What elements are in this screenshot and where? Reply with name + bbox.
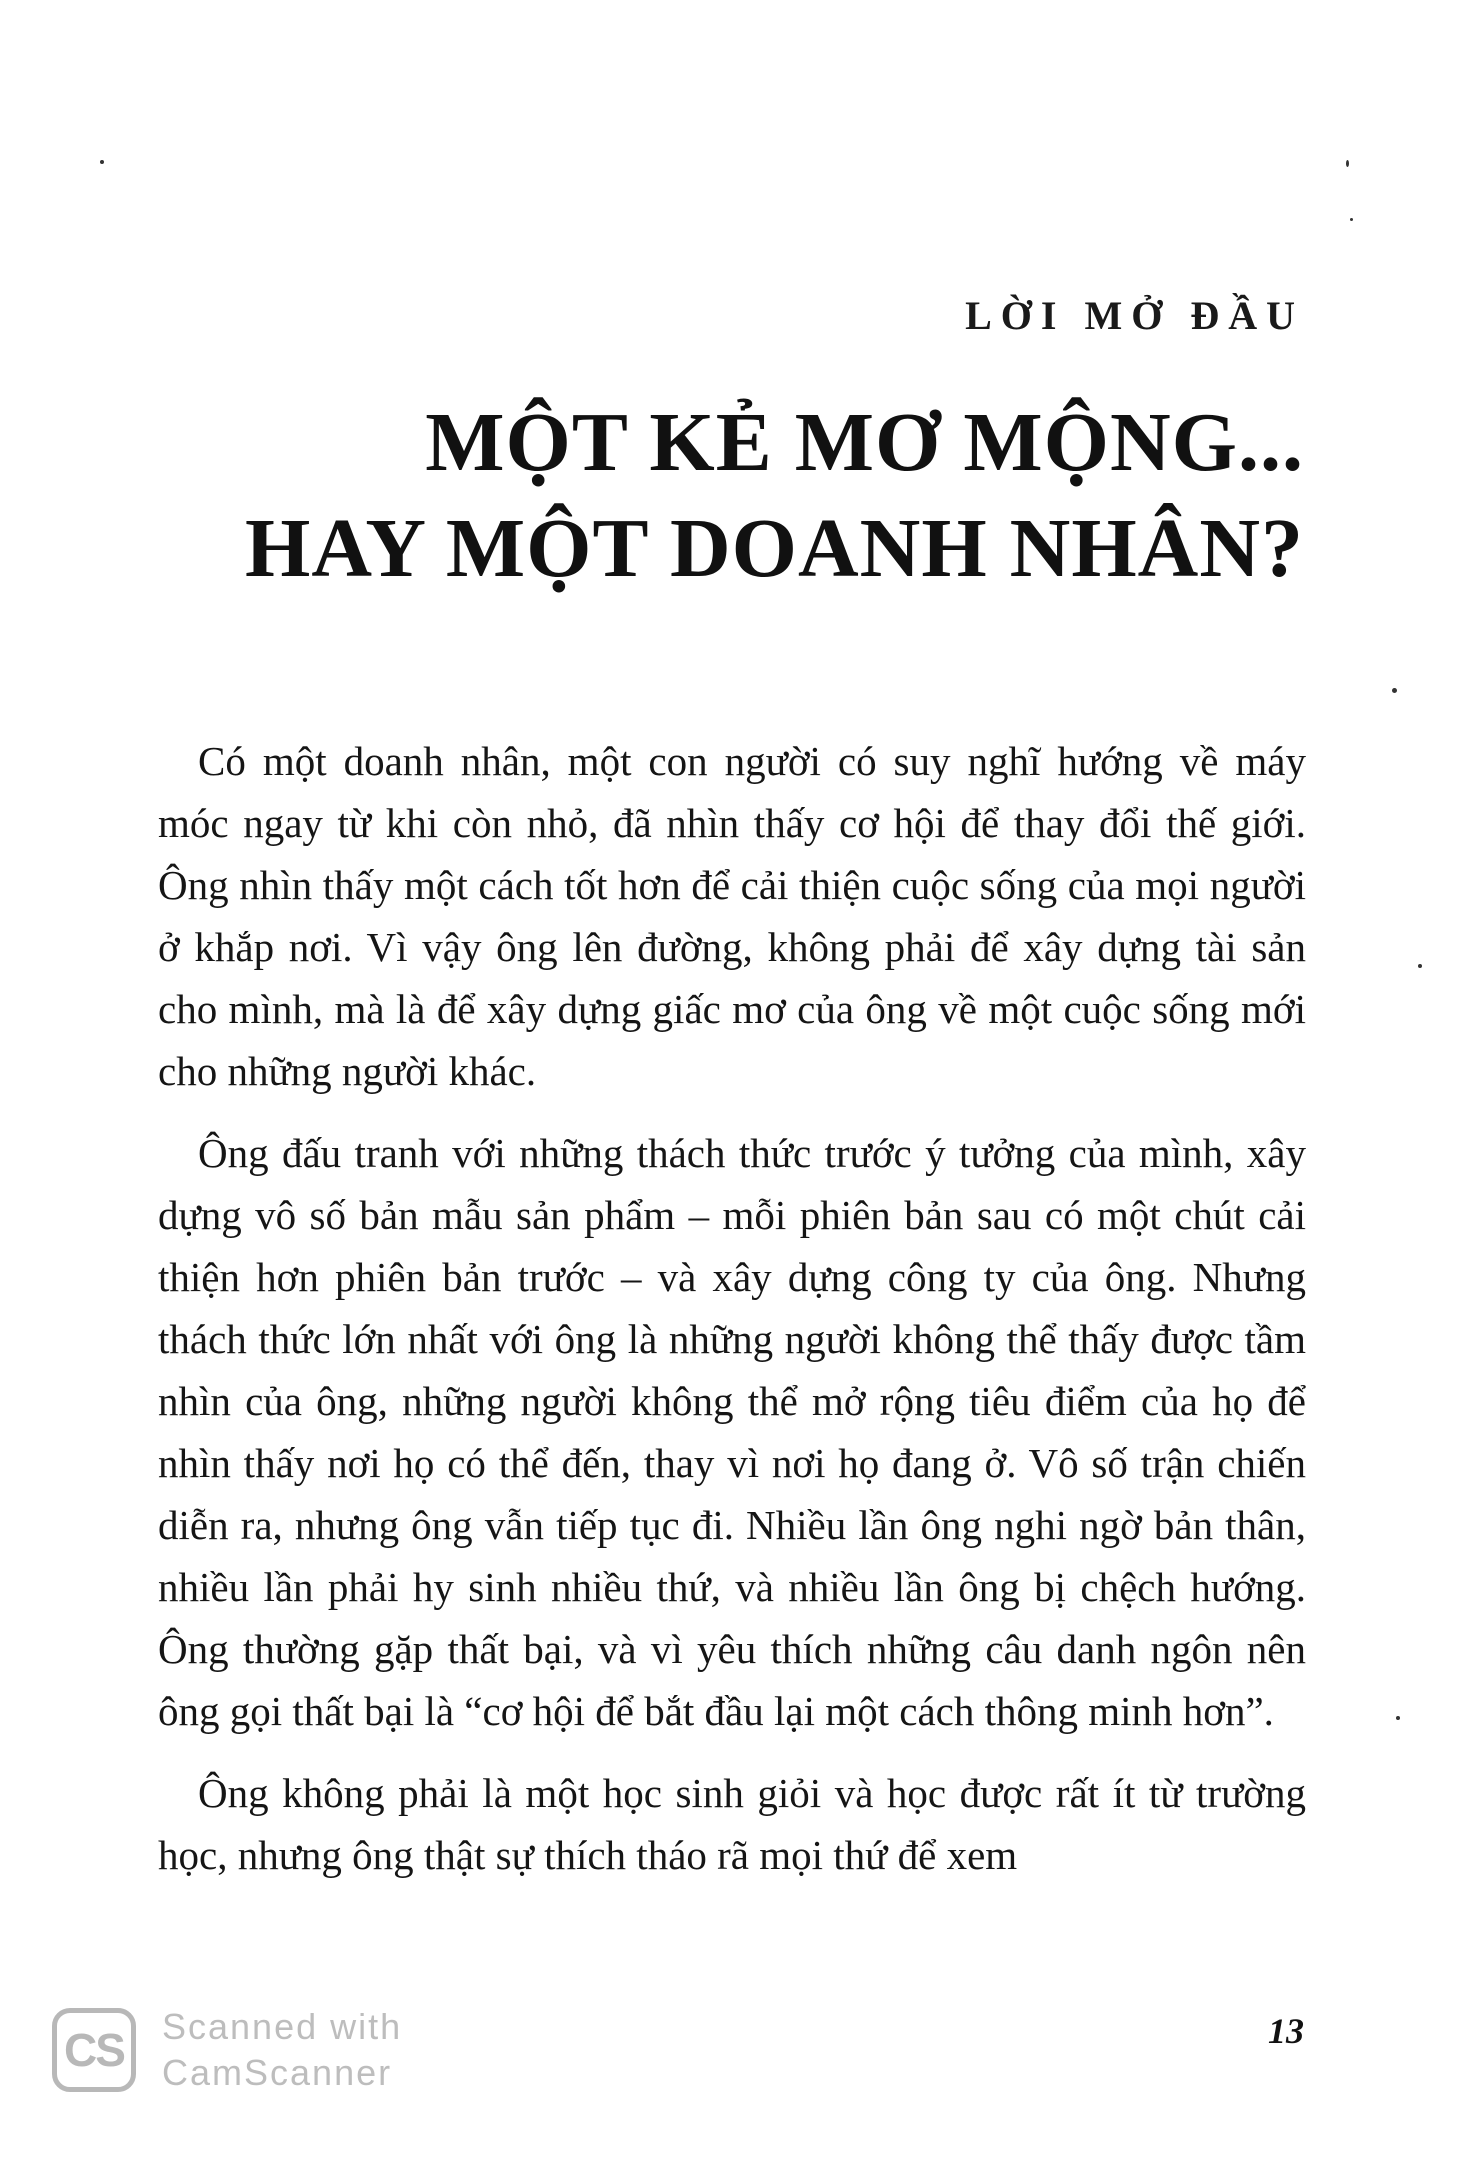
page-number: 13 [1268, 2011, 1304, 2051]
scan-speck [1392, 688, 1397, 693]
paragraph: Ông đấu tranh với những thách thức trước ý tưởng của mình, xây dựng vô số bản mẫu sản phẩm – mỗi phiên bản sau có một chút cải thiện hơn phiên bản trước – và xây dựng công ty của ông. Nhưng thách thức lớn nhất với ông là những người không thể thấy được tầm nhìn của ông, những người không thể mở rộng tiêu điểm của họ để nhìn thấy nơi họ có thể đến, thay vì nơi họ đang ở. Vô số trận chiến diễn ra, nhưng ông vẫn tiếp tục đi. Nhiều lần ông nghi ngờ bản thân, nhiều lần phải hy sinh nhiều thứ, và nhiều lần ông bị chệch hướng. Ông thường gặp thất bại, và vì yêu thích những câu danh ngôn nên ông gọi thất bại là “cơ hội để bắt đầu lại một cách thông minh hơn”. [158, 1130, 1306, 1734]
chapter-label: LỜI MỞ ĐẦU [965, 293, 1304, 338]
scan-speck [1418, 964, 1422, 968]
camscanner-logo-icon: CS [52, 2008, 136, 2092]
camscanner-watermark [52, 2004, 402, 2096]
paragraph: Có một doanh nhân, một con người có suy nghĩ hướng về máy móc ngay từ khi còn nhỏ, đã nhìn thấy cơ hội để thay đổi thế giới. Ông nhìn thấy một cách tốt hơn để cải thiện cuộc sống của mọi người ở khắp nơi. Vì vậy ông lên đường, không phải để xây dựng tài sản cho mình, mà là để xây dựng giấc mơ của ông về một cuộc sống mới cho những người khác. [158, 738, 1306, 1094]
chapter-title [245, 390, 1304, 602]
scan-speck [1346, 160, 1349, 167]
body-text [158, 730, 1306, 1906]
scan-speck [1350, 218, 1353, 221]
paragraph: Ông không phải là một học sinh giỏi và học được rất ít từ trường học, nhưng ông thật sự thích tháo rã mọi thứ để xem [158, 1770, 1306, 1878]
watermark-text [162, 2004, 402, 2096]
chapter-title-line-1: MỘT KẺ MƠ MỘNG... [425, 396, 1304, 489]
watermark-line-2: CamScanner [162, 2052, 393, 2093]
watermark-line-1: Scanned with [162, 2006, 403, 2047]
chapter-title-line-2: HAY MỘT DOANH NHÂN? [245, 502, 1304, 595]
scan-speck [1396, 1716, 1400, 1720]
scan-speck [100, 160, 104, 164]
